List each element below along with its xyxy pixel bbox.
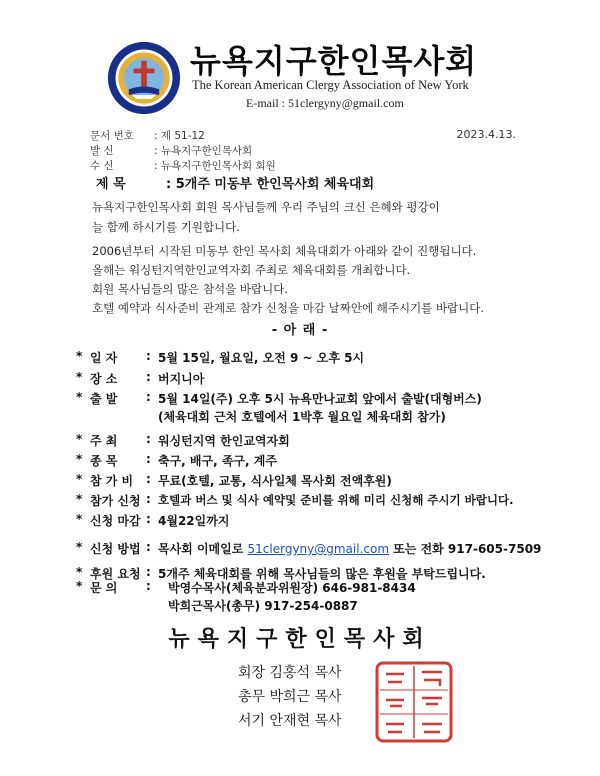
row-label: 주 최 — [90, 434, 118, 448]
receiver-label: 수 신 — [90, 160, 114, 172]
subject — [96, 173, 374, 192]
method-phone-text: 또는 전화 917-605-7509 — [389, 542, 542, 556]
row-value: 호텔과 버스 및 식사 예약및 준비를 위해 미리 신청해 주시기 바랍니다. — [158, 493, 514, 507]
row-value: 5월 14일(주) 오후 5시 뉴욕만나교회 앞에서 출발(대형버스) — [158, 392, 482, 406]
doc-date: 2023.4.13. — [456, 128, 516, 141]
row-bullet: * — [76, 512, 83, 526]
row-value: 5월 15일, 월요일, 오전 9 ~ 오후 5시 — [158, 351, 365, 365]
detail-row-registration — [76, 492, 588, 508]
paragraph-line: 호텔 예약과 식사준비 관계로 참가 신청을 마감 날짜안에 해주시기를 바랍니다. — [92, 301, 485, 315]
detail-row-date — [76, 349, 576, 365]
subject-label: 제 목 — [96, 177, 126, 192]
doc-number-label: 문서 번호 — [90, 130, 134, 142]
row-colon: : — [146, 565, 151, 579]
row-colon: : — [146, 432, 151, 446]
signature-clerk: 서기 안재현 목사 — [238, 713, 342, 729]
row-bullet: * — [76, 370, 83, 384]
row-value-second-line: 박희근목사(총무) 917-254-0887 — [168, 599, 358, 613]
row-label: 신청 마감 — [90, 514, 141, 528]
row-label: 출 발 — [90, 392, 118, 406]
row-colon: : — [146, 540, 151, 554]
row-value: 무료(호텔, 교통, 식사일체 목사회 전액후원) — [158, 474, 392, 488]
row-colon: : — [146, 349, 151, 363]
association-logo — [106, 40, 182, 116]
method-text: 목사회 이메일로 — [158, 542, 248, 556]
section-title: - 아 래 - — [271, 323, 329, 338]
detail-row-deadline — [76, 512, 576, 528]
doc-number — [90, 128, 205, 143]
detail-row-host — [76, 432, 576, 448]
detail-row-method — [76, 540, 586, 556]
org-english-name: The Korean American Clergy Association of New York — [192, 78, 469, 92]
row-value: 축구, 배구, 족구, 계주 — [158, 454, 277, 468]
receiver — [90, 158, 276, 173]
row-bullet: * — [76, 432, 83, 446]
detail-row-departure — [76, 390, 586, 426]
detail-row-place — [76, 370, 576, 386]
row-bullet: * — [76, 472, 83, 486]
row-label: 장 소 — [90, 372, 118, 386]
row-colon: : — [146, 472, 151, 486]
row-bullet: * — [76, 565, 83, 579]
signature-president: 회장 김홍석 목사 — [238, 665, 342, 681]
row-bullet: * — [76, 390, 83, 404]
subject-value: : 5개주 미동부 한인목사회 체육대회 — [166, 177, 375, 192]
org-email: E-mail : 51clergyny@gmail.com — [246, 96, 404, 110]
row-bullet: * — [76, 540, 83, 554]
row-bullet: * — [76, 349, 83, 363]
row-value: 워싱턴지역 한인교역자회 — [158, 434, 290, 448]
receiver-value: : 뉴욕지구한인목사회 회원 — [154, 160, 276, 172]
row-label: 참가 신청 — [90, 494, 141, 508]
detail-row-events — [76, 452, 576, 468]
row-bullet: * — [76, 579, 83, 593]
detail-row-contact — [76, 579, 576, 615]
row-label: 신청 방법 — [90, 542, 141, 556]
row-colon: : — [146, 512, 151, 526]
row-value: 4월22일까지 — [158, 514, 230, 528]
row-label: 일 자 — [90, 351, 118, 365]
row-value-second-line: (체육대회 근처 호텔에서 1박후 월요일 체육대회 참가) — [158, 410, 446, 424]
signature-secretary-general: 총무 박희근 목사 — [238, 689, 342, 705]
row-label: 종 목 — [90, 454, 118, 468]
row-value: 박영수목사(체육분과위원장) 646-981-8434 — [168, 581, 416, 595]
sender-value: : 뉴욕지구한인목사회 — [154, 145, 253, 157]
doc-number-value: : 제 51-12 — [154, 130, 205, 142]
row-value — [158, 540, 541, 557]
detail-row-fee — [76, 472, 576, 488]
row-label: 문 의 — [90, 581, 118, 595]
sender-label: 발 신 — [90, 145, 114, 157]
row-colon: : — [146, 452, 151, 466]
paragraph-line: 늘 함께 하시기를 기원합니다. — [92, 220, 240, 234]
org-title: 뉴욕지구한인목사회 — [190, 42, 478, 80]
paragraph-line: 2006년부터 시작된 미동부 한인 목사회 체육대회가 아래와 같이 진행됩니다. — [92, 244, 477, 258]
email-link[interactable]: 51clergyny@gmail.com — [247, 542, 390, 556]
row-colon: : — [146, 390, 151, 404]
footer-org-name: 뉴욕지구한인목사회 — [168, 627, 432, 652]
official-seal-icon — [374, 660, 454, 744]
row-label: 후원 요청 — [90, 567, 141, 581]
row-label: 참 가 비 — [90, 474, 134, 488]
row-value: 버지니아 — [158, 372, 205, 386]
row-colon: : — [146, 579, 151, 593]
row-colon: : — [146, 492, 151, 506]
sender — [90, 143, 252, 158]
paragraph-line: 뉴욕지구한인목사회 회원 목사님들께 우리 주님의 크신 은혜와 평강이 — [92, 200, 440, 214]
paragraph-line: 회원 목사님들의 많은 참석을 바랍니다. — [92, 282, 289, 296]
row-value: 5개주 체육대회를 위해 목사님들의 많은 후원을 부탁드립니다. — [158, 567, 486, 581]
row-bullet: * — [76, 452, 83, 466]
row-colon: : — [146, 370, 151, 384]
paragraph-line: 올해는 워싱턴지역한인교역자회 주최로 체육대회를 개최합니다. — [92, 263, 411, 277]
row-bullet: * — [76, 492, 83, 506]
